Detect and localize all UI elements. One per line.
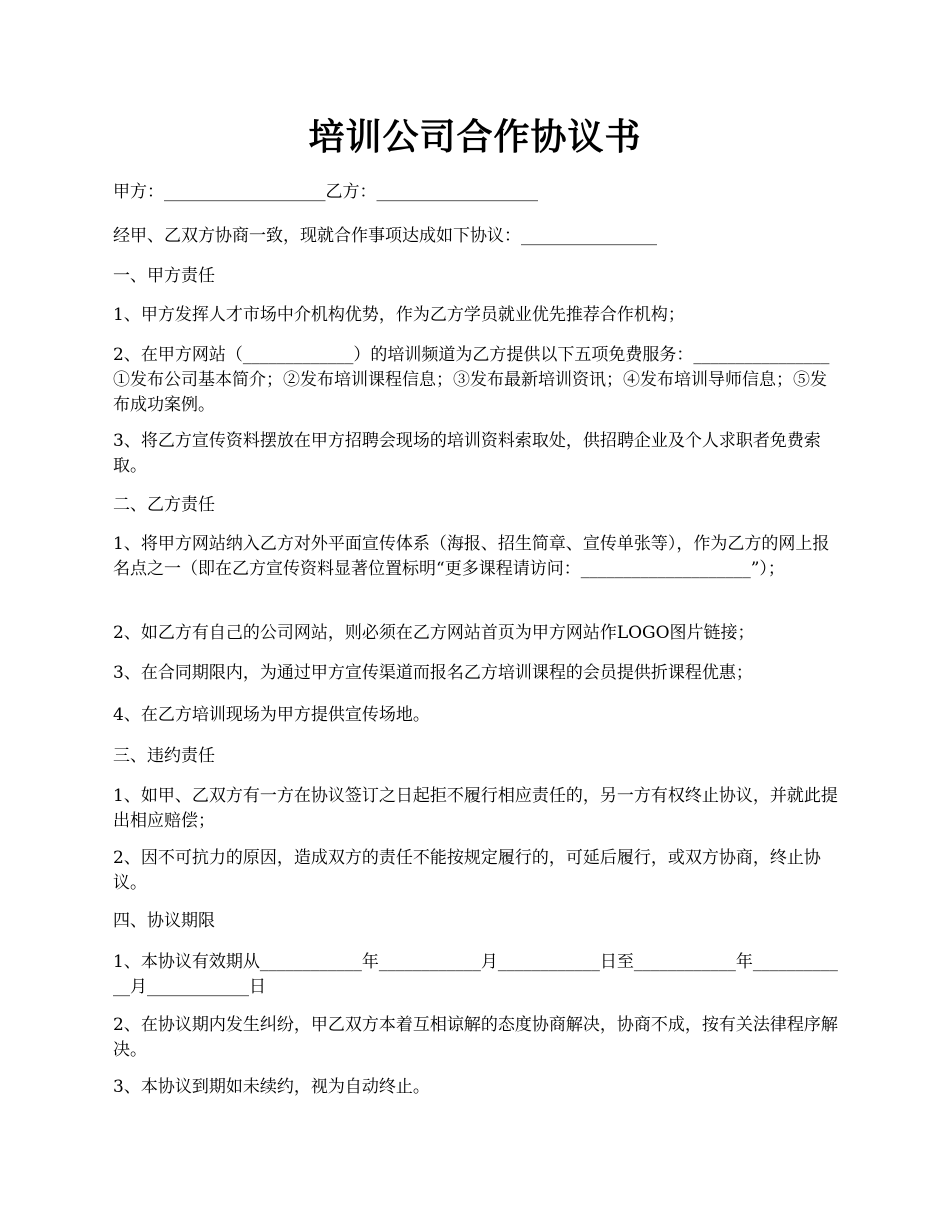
clause-a-1: 1、甲方发挥人才市场中介机构优势，作为乙方学员就业优先推荐合作机构；: [113, 305, 685, 325]
clause-a-2: 2、在甲方网站（_____________）的培训频道为乙方提供以下五项免费服务：________________①发布公司基本简介；②发布培训课程信息；③发布最新培训资讯；④发布培训导师信息；⑤发布成功案例。: [113, 345, 830, 415]
clause-a-3: 3、将乙方宣传资料摆放在甲方招聘会现场的培训资料索取处，供招聘企业及个人求职者免费索取。: [113, 431, 821, 476]
intro-paragraph: 经甲、乙双方协商一致，现就合作事项达成如下协议：________________: [113, 226, 657, 246]
section-heading-party-b: 二、乙方责任: [113, 495, 215, 515]
clause-breach-2: 2、因不可抗力的原因，造成双方的责任不能按规定履行的，可延后履行，或双方协商，终止协议。: [113, 848, 821, 893]
document-title: 培训公司合作协议书: [308, 116, 642, 158]
clause-term-2: 2、在协议期内发生纠纷，甲乙双方本着互相谅解的态度协商解决，协商不成，按有关法律程序解决。: [113, 1015, 838, 1060]
clause-b-3: 3、在合同期限内，为通过甲方宣传渠道而报名乙方培训课程的会员提供折课程优惠；: [113, 663, 753, 683]
clause-b-2: 2、如乙方有自己的公司网站，则必须在乙方网站首页为甲方网站作LOGO图片链接；: [113, 623, 755, 643]
parties-line: 甲方：___________________乙方：___________________: [113, 182, 538, 202]
section-heading-term: 四、协议期限: [113, 911, 215, 931]
clause-term-1: 1、本协议有效期从____________年____________月____________日至____________年____________月____________日: [113, 952, 838, 997]
section-heading-party-a: 一、甲方责任: [113, 266, 215, 286]
clause-b-4: 4、在乙方培训现场为甲方提供宣传场地。: [113, 705, 430, 725]
clause-breach-1: 1、如甲、乙双方有一方在协议签订之日起拒不履行相应责任的，另一方有权终止协议，并就此提出相应赔偿；: [113, 786, 838, 831]
section-heading-breach: 三、违约责任: [113, 746, 215, 766]
clause-term-3: 3、本协议到期如未续约，视为自动终止。: [113, 1077, 430, 1097]
clause-b-1: 1、将甲方网站纳入乙方对外平面宣传体系（海报、招生简章、宣传单张等），作为乙方的网上报名点之一（即在乙方宣传资料显著位置标明“更多课程请访问：____________________”）；: [113, 534, 830, 579]
